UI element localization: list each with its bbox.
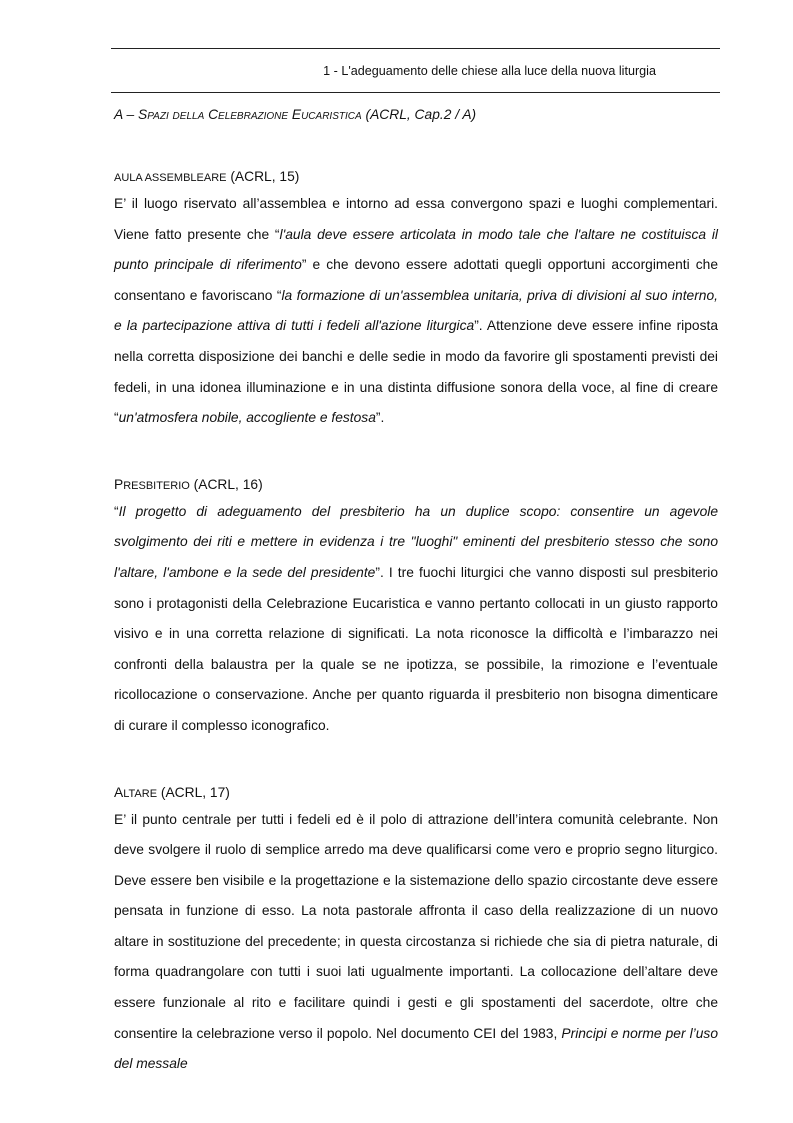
running-head: 1 - L'adeguamento delle chiese alla luce della nuova liturgia [323, 64, 656, 78]
aula-paragraph [114, 189, 718, 434]
presbiterio-text-1: “ [114, 503, 119, 519]
presbiterio-heading-ref: (ACRL, 16) [189, 476, 263, 492]
aula-heading-title: AULA ASSEMBLEARE [114, 172, 227, 184]
altare-section [114, 783, 718, 1080]
aula-text-3: ”. Attenzione deve essere infine riposta nella corretta disposizione dei banchi e delle sedie in modo da favorire gli spostamenti previsti dei fedeli, in una idonea illuminazione e in una distinta diffusione sonora della voce, al fine di creare “ [114, 318, 718, 426]
aula-text-4: ”. [375, 410, 385, 426]
aula-quote-1: l'aula deve essere articolata in modo tale che l'altare ne costituisca il punto principale di riferimento [114, 226, 719, 273]
presbiterio-heading-title: RESBITERIO [123, 479, 190, 492]
section-title-ref: (ACRL, Cap.2 / A) [361, 107, 477, 122]
aula-quote-2: la formazione di un'assemblea unitaria, priva di divisioni al suo interno, e la partecipazione attiva di tutti i fedeli all'azione liturgica [114, 287, 718, 334]
presbiterio-heading-initial: P [114, 476, 124, 492]
aula-text-2: ” e che devono essere adottati quegli opportuni accorgimenti che consentano e favoriscano “ [114, 257, 718, 303]
altare-paragraph [114, 805, 718, 1080]
altare-heading [114, 783, 718, 804]
section-title-text: Spazi della Celebrazione Eucaristica [138, 107, 362, 122]
section-title [114, 105, 718, 125]
section-title-prefix: A – [114, 107, 139, 122]
presbiterio-heading [114, 475, 718, 496]
page-content [114, 105, 718, 1080]
altare-heading-ref: (ACRL, 17) [157, 784, 230, 800]
presbiterio-text-2: ”. I tre fuochi liturgici che vanno disposti sul presbiterio sono i protagonisti della Celebrazione Eucaristica e vanno pertanto collocati in un giusto rapporto visivo e in una corretta relazione di significati. La nota riconosce la difficoltà e l’imbarazzo nei confronti della balaustra per la quale se ne ipotizza, se possibile, la rimozione e l’eventuale ricollocazione o conservazione. Anche per quanto riguarda il presbiterio non bisogna dimenticare di curare il complesso iconografico. [114, 564, 719, 733]
altare-quote-1: Principi e norme per l’uso del messale [114, 1025, 718, 1072]
altare-heading-initial: A [114, 784, 124, 800]
presbiterio-paragraph [114, 497, 718, 742]
header-top-rule [111, 48, 720, 49]
presbiterio-quote-1: Il progetto di adeguamento del presbiterio ha un duplice scopo: consentire un agevole svolgimento dei riti e mettere in evidenza i tre "luoghi" eminenti del presbiterio stesso che sono l'altare, l'ambone e la sede del presidente [114, 503, 718, 580]
aula-quote-3: un'atmosfera nobile, accogliente e festosa [118, 410, 376, 426]
presbiterio-section [114, 475, 718, 742]
header-bottom-rule [111, 92, 720, 93]
aula-section [114, 167, 718, 434]
altare-heading-title: LTARE [123, 787, 158, 800]
aula-text-1: E’ il luogo riservato all’assemblea e intorno ad essa convergono spazi e luoghi complementari. Viene fatto presente che “ [114, 196, 718, 242]
altare-text-1: E’ il punto centrale per tutti i fedeli ed è il polo di attrazione dell’intera comunità celebrante. Non deve svolgere il ruolo di semplice arredo ma deve qualificarsi come vero e proprio segno liturgico. Deve essere ben visibile e la progettazione e la sistemazione dello spazio circostante deve essere pensata in funzione di esso. La nota pastorale affronta il caso della realizzazione di un nuovo altare in sostituzione del precedente; in questa circostanza si richiede che sia di pietra naturale, di forma quadrangolare con tutti i suoi lati ugualmente importanti. La collocazione dell’altare deve essere funzionale al rito e facilitare quindi i gesti e gli spostamenti del sacerdote, oltre che consentire la celebrazione verso il popolo. Nel documento CEI del 1983, [114, 811, 718, 1041]
aula-heading [114, 167, 718, 188]
aula-heading-ref: (ACRL, 15) [226, 169, 300, 184]
